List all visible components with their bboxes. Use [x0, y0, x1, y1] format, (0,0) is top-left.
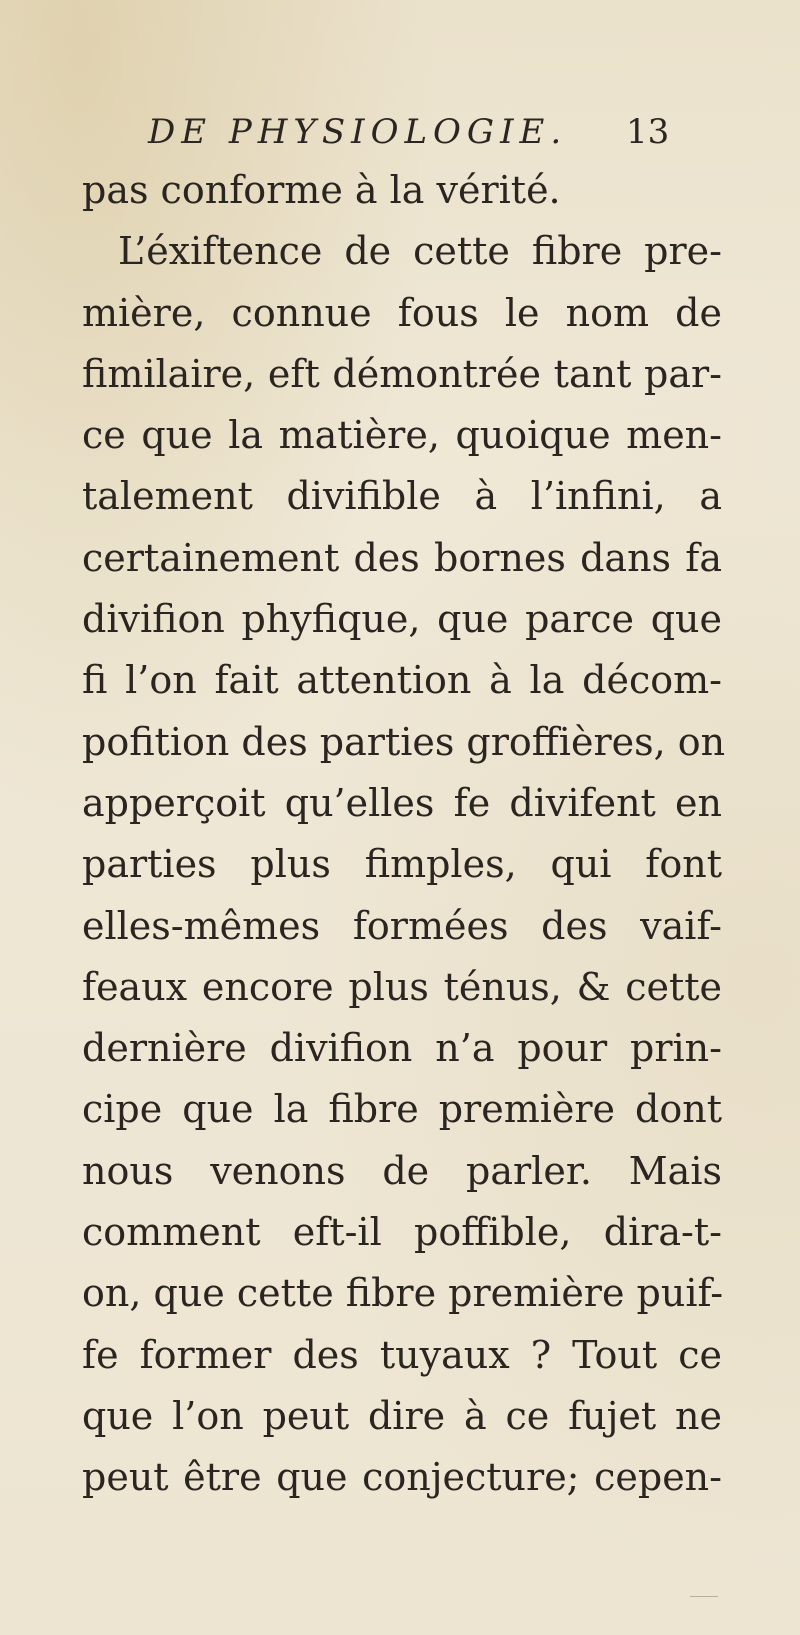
text-line: elles-mêmes formées des vaif- [82, 903, 722, 948]
running-head [0, 112, 800, 162]
text-line: comment eft-il poffible, dira-t- [82, 1210, 722, 1255]
text-line: pas conforme à la vérité. [82, 168, 561, 212]
text-line: divifion phyfique, que parce que [82, 597, 722, 642]
text-line: nous venons de parler. Mais [82, 1148, 722, 1193]
text-line: pofition des parties groffières, on [82, 719, 726, 764]
text-line: ce que la matière, quoique men- [82, 413, 722, 458]
running-head-title: DE PHYSIOLOGIE. [148, 112, 568, 152]
text-line: talement divifible à l’infini, a [82, 474, 722, 519]
text-line: on, que cette fibre première puif- [82, 1271, 724, 1316]
text-line: dernière divifion n’a pour prin- [82, 1026, 722, 1071]
text-line: mière, connue fous le nom de [82, 290, 722, 335]
text-line: fimilaire, eft démontrée tant par- [82, 351, 722, 396]
text-line: feaux encore plus ténus, & cette [82, 964, 722, 1009]
text-line: fe former des tuyaux ? Tout ce [82, 1332, 722, 1377]
page-edge-mark [690, 1596, 718, 1597]
page-number: 13 [626, 112, 670, 152]
text-line: peut être que conjecture; cepen- [82, 1455, 722, 1500]
text-line: parties plus fimples, qui font [82, 842, 722, 887]
body-text [82, 160, 726, 1509]
text-line: fi l’on fait attention à la décom- [82, 658, 722, 703]
text-line: cipe que la fibre première dont [82, 1087, 722, 1132]
text-line: apperçoit qu’elles fe divifent en [82, 780, 722, 825]
text-line: que l’on peut dire à ce fujet ne [82, 1393, 722, 1438]
text-line: certainement des bornes dans fa [82, 535, 722, 580]
text-line: L’éxiftence de cette fibre pre- [118, 229, 722, 274]
